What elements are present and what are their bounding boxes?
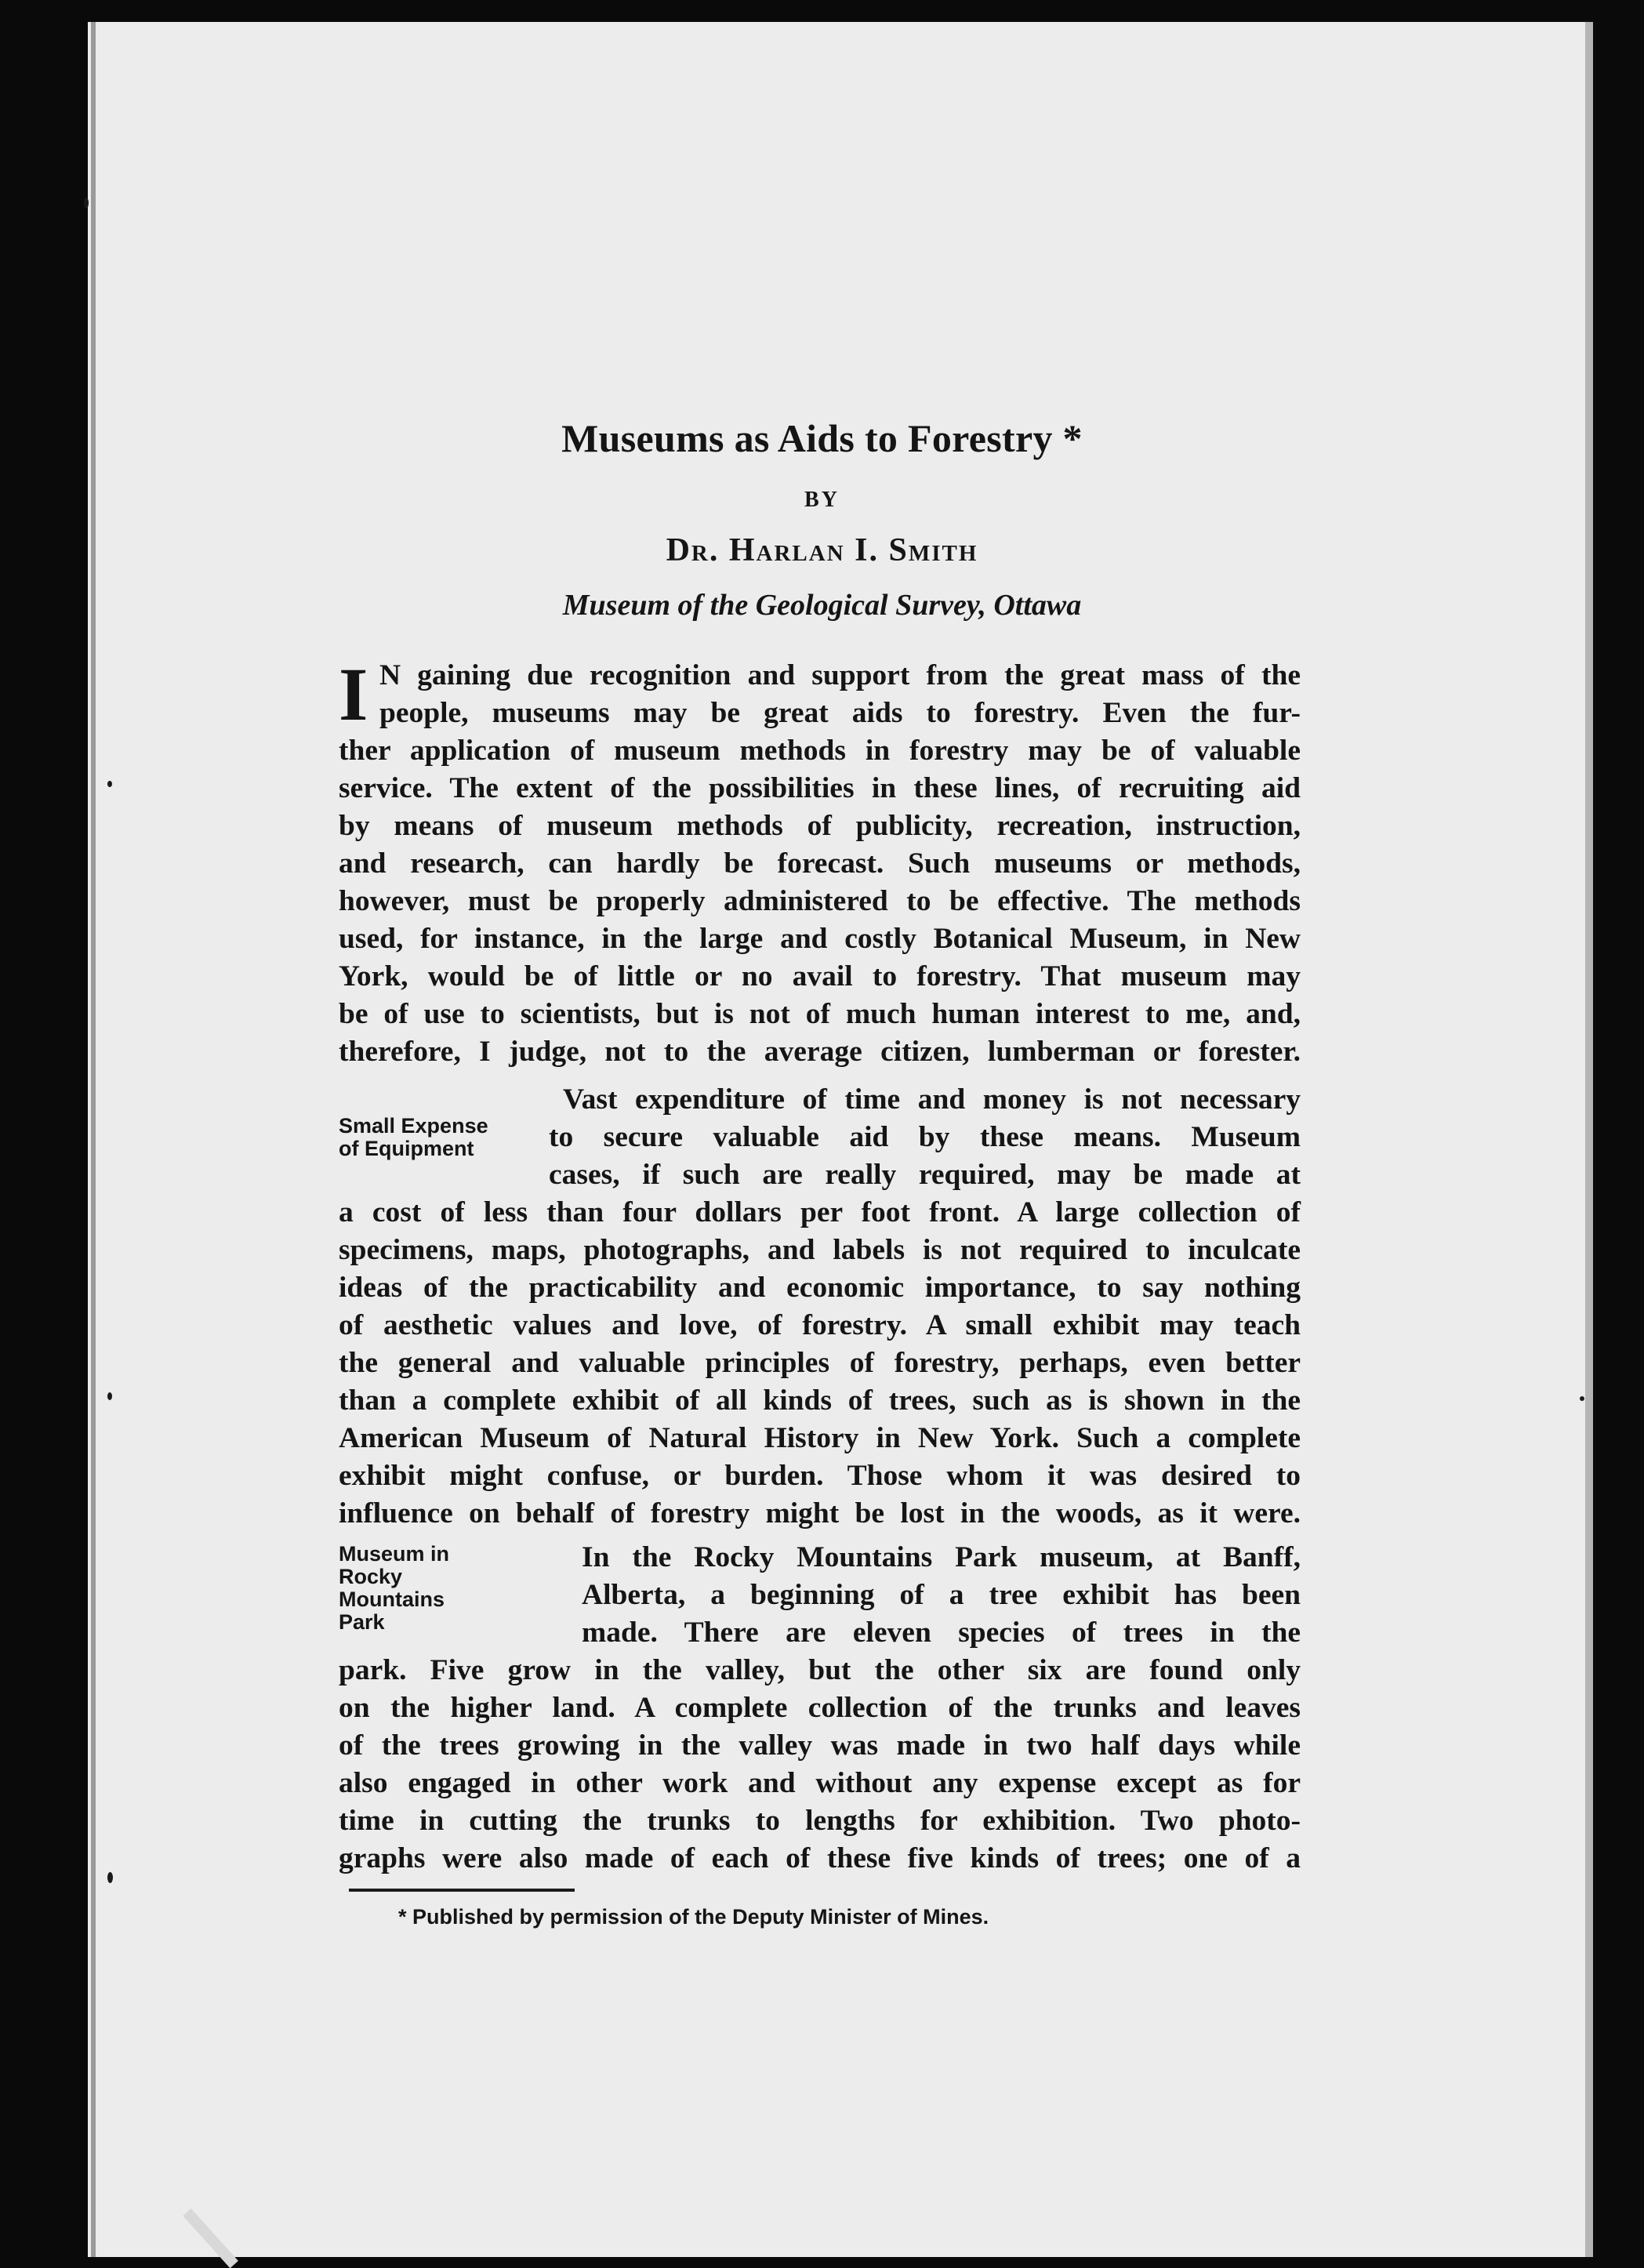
sidenote-line: Park: [339, 1610, 385, 1635]
page-gutter: [91, 22, 96, 2257]
margin-mark: [84, 198, 89, 209]
body-line: of the trees growing in the valley was made in two half days while: [339, 1729, 1301, 1762]
body-line: American Museum of Natural History in New York. Such a complete: [339, 1422, 1301, 1454]
margin-mark: [107, 1392, 112, 1400]
footnote-rule: [349, 1889, 575, 1892]
body-line: specimens, maps, photographs, and labels is not required to inculcate: [339, 1234, 1301, 1266]
body-line: graphs were also made of each of these five kinds of trees; one of a: [339, 1842, 1301, 1874]
body-line: Vast expenditure of time and money is not necessary: [563, 1083, 1301, 1116]
body-line: be of use to scientists, but is not of much human interest to me, and,: [339, 998, 1301, 1030]
page-edge: [1585, 22, 1593, 2257]
body-line: and research, can hardly be forecast. Such museums or methods,: [339, 847, 1301, 880]
body-line: used, for instance, in the large and costly Botanical Museum, in New: [339, 923, 1301, 955]
margin-mark: [1580, 1396, 1584, 1401]
body-line: Alberta, a beginning of a tree exhibit has been: [582, 1579, 1301, 1611]
footnote: * Published by permission of the Deputy Minister of Mines.: [398, 1905, 989, 1929]
article-title: Museums as Aids to Forestry *: [561, 416, 1083, 460]
body-line: influence on behalf of forestry might be lost in the woods, as it were.: [339, 1497, 1301, 1530]
body-line: ther application of museum methods in forestry may be of valuable: [339, 735, 1301, 767]
body-line: people, museums may be great aids to forestry. Even the fur-: [379, 697, 1301, 729]
sidenote-small-expense: [339, 1115, 488, 1160]
sidenote-line: Rocky: [339, 1565, 403, 1589]
sidenote-line: Museum in: [339, 1542, 450, 1566]
sidenote-museum-rocky-mountains: [339, 1543, 449, 1635]
body-line: ideas of the practicability and economic importance, to say nothing: [339, 1272, 1301, 1304]
body-line: therefore, I judge, not to the average citizen, lumberman or forester.: [339, 1036, 1301, 1068]
body-line: than a complete exhibit of all kinds of trees, such as is shown in the: [339, 1384, 1301, 1417]
body-line: the general and valuable principles of forestry, perhaps, even better: [339, 1347, 1301, 1379]
drop-cap: I: [339, 652, 368, 736]
body-line: service. The extent of the possibilities in these lines, of recruiting aid: [339, 772, 1301, 804]
body-line: time in cutting the trunks to lengths for exhibition. Two photo-: [339, 1805, 1301, 1837]
body-line: made. There are eleven species of trees in the: [582, 1617, 1301, 1649]
body-line: also engaged in other work and without any expense except as for: [339, 1767, 1301, 1799]
body-line: of aesthetic values and love, of forestry. A small exhibit may teach: [339, 1309, 1301, 1341]
body-line: by means of museum methods of publicity, recreation, instruction,: [339, 810, 1301, 842]
body-line: a cost of less than four dollars per foot front. A large collection of: [339, 1196, 1301, 1228]
sidenote-line: Small Expense: [339, 1114, 488, 1138]
body-line: park. Five grow in the valley, but the other six are found only: [339, 1654, 1301, 1686]
body-line: on the higher land. A complete collection of the trunks and leaves: [339, 1692, 1301, 1724]
body-line: exhibit might confuse, or burden. Those whom it was desired to: [339, 1460, 1301, 1492]
body-line: cases, if such are really required, may be made at: [549, 1159, 1301, 1191]
author-affiliation: Museum of the Geological Survey, Ottawa: [562, 589, 1082, 622]
sidenote-line: of Equipment: [339, 1137, 474, 1161]
body-line: to secure valuable aid by these means. Museum: [549, 1121, 1301, 1153]
body-line: In the Rocky Mountains Park museum, at Banff,: [582, 1541, 1301, 1573]
body-line: however, must be properly administered to be effective. The methods: [339, 885, 1301, 917]
margin-mark: [107, 1872, 113, 1883]
byline: BY: [804, 488, 840, 512]
author-name: Dr. Harlan I. Smith: [666, 532, 978, 568]
body-line: York, would be of little or no avail to forestry. That museum may: [339, 960, 1301, 992]
body-line: N gaining due recognition and support from the great mass of the: [379, 659, 1301, 691]
margin-mark: [107, 781, 112, 787]
sidenote-line: Mountains: [339, 1588, 445, 1612]
